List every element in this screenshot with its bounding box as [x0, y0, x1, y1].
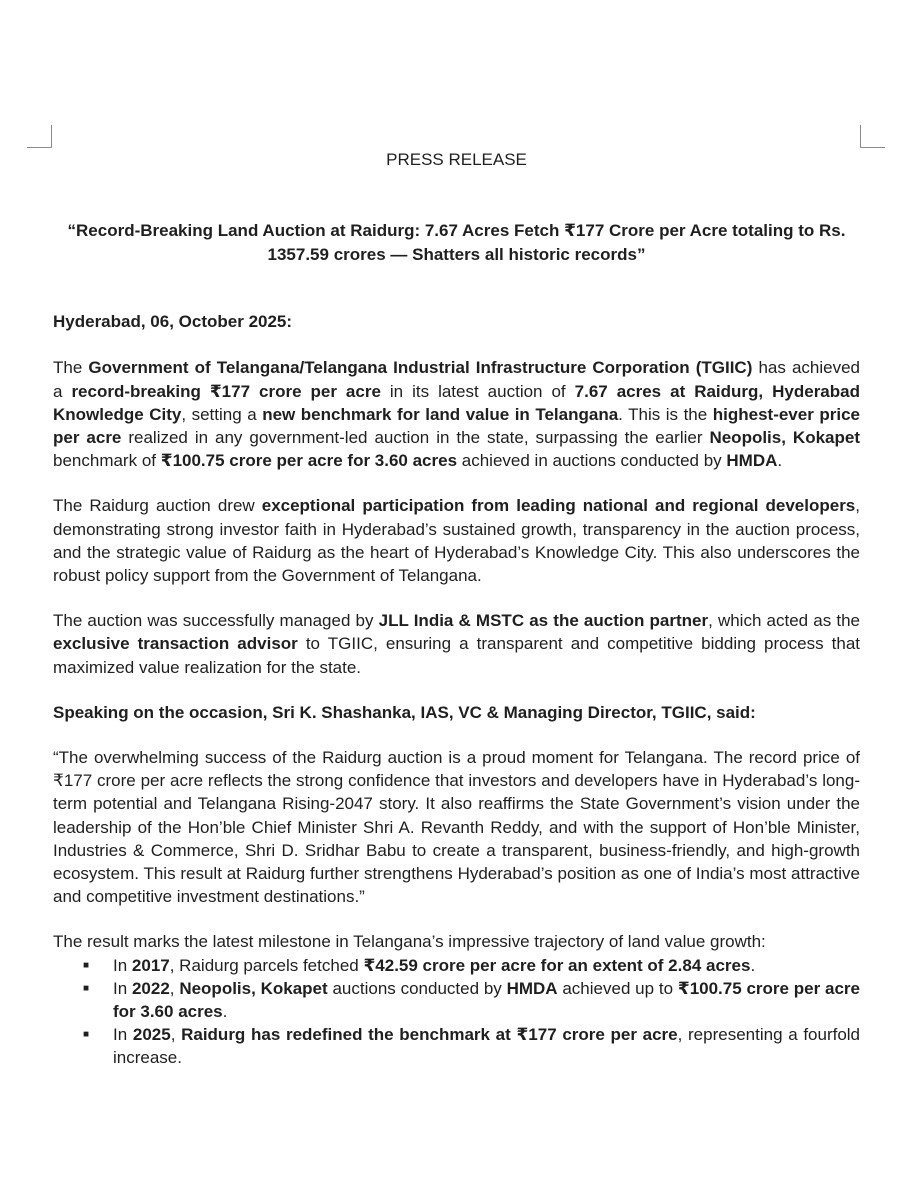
- bullet-square-icon: ■: [83, 1029, 90, 1041]
- bold-segment: exceptional participation from leading national and regional developers: [261, 496, 856, 516]
- text-segment: achieved up to: [557, 978, 678, 998]
- bold-segment: new benchmark for land value in Telangana: [262, 404, 619, 424]
- bold-segment: Neopolis, Kokapet: [179, 978, 328, 998]
- text-segment: in its latest auction of: [380, 381, 575, 401]
- paragraph-participation: [53, 494, 860, 587]
- bold-segment: ₹100.75 crore per acre for 3.60 acres: [160, 451, 458, 471]
- bullet-square-icon: ■: [83, 959, 90, 971]
- speaker-intro: [53, 701, 860, 724]
- bullet-square-icon: ■: [83, 982, 90, 994]
- quote-paragraph: “The overwhelming success of the Raidurg auction is a proud moment for Telangana. The record price of ₹177 crore per acre reflects the strong confidence that investors and developers have in Hyderabad’s long-term potential and Telangana Rising-2047 story. It also reaffirms the State Government’s vision under the leadership of the Hon’ble Chief Minister Shri A. Revanth Reddy, and with the support of Hon’ble Minister, Industries & Commerce, Shri D. Sridhar Babu to create a transparent, business-friendly, and high-growth ecosystem. This result at Raidurg further strengthens Hyderabad’s position as one of India’s most attractive and competitive investment destinations.”: [53, 748, 860, 907]
- text-segment: In: [113, 955, 132, 975]
- milestone-intro: The result marks the latest milestone in Telangana’s impressive trajectory of land value growth:: [53, 932, 766, 952]
- text-segment: , demonstrating strong investor faith in Hyderabad’s sustained growth, transparency in the auction process, and the strategic value of Raidurg as the heart of Hyderabad’s Knowledge City. This also underscores the robust policy support from the Government of Telangana.: [53, 496, 860, 586]
- bold-segment: JLL India & MSTC as the auction partner: [378, 611, 709, 631]
- text-segment: In: [113, 978, 132, 998]
- text-segment: , which acted as the: [708, 611, 860, 631]
- bold-segment: 2025: [132, 1025, 171, 1045]
- text-segment: .: [750, 955, 756, 975]
- document-title: PRESS RELEASE: [386, 150, 527, 169]
- bold-segment: 7.67 acres at Raidurg, Hyderabad Knowledge City: [53, 381, 860, 424]
- bold-segment: highest-ever price per acre: [53, 404, 861, 448]
- bold-segment: 2017: [131, 955, 170, 975]
- text-segment: , setting a: [181, 404, 263, 424]
- text-segment: The auction was successfully managed by: [53, 611, 379, 631]
- text-segment: realized in any government-led auction in the state, surpassing the earlier: [121, 428, 710, 448]
- bold-segment: Government of Telangana/Telangana Industrial Infrastructure Corporation (TGIIC): [88, 358, 753, 378]
- text-segment: The: [53, 358, 89, 378]
- crop-mark-right: [860, 125, 885, 148]
- text-segment: has achieved a: [53, 358, 860, 401]
- text-segment: benchmark of: [53, 451, 161, 471]
- text-segment: to TGIIC, ensuring a transparent and competitive bidding process that maximized value realization for the state.: [53, 634, 860, 677]
- dateline: Hyderabad, 06, October 2025:: [53, 312, 293, 332]
- bold-segment: HMDA: [506, 978, 558, 998]
- text-segment: auctions conducted by: [327, 978, 507, 998]
- bold-segment: HMDA: [726, 451, 778, 471]
- press-release-page: [53, 148, 860, 1070]
- text-segment: The Raidurg auction drew: [53, 496, 262, 516]
- text-segment: , Raidurg parcels fetched: [169, 955, 364, 975]
- bold-segment: exclusive transaction advisor: [53, 634, 298, 654]
- bold-segment: Speaking on the occasion, Sri K. Shashanka, IAS, VC & Managing Director, TGIIC, said:: [53, 702, 756, 722]
- headline: “Record-Breaking Land Auction at Raidurg: 7.67 Acres Fetch ₹177 Crore per Acre totaling to Rs. 1357.59 crores — Shatters all historic records”: [67, 221, 846, 265]
- text-segment: achieved in auctions conducted by: [457, 451, 727, 471]
- bold-segment: record-breaking ₹177 crore per acre: [71, 381, 381, 401]
- text-segment: ,: [170, 1025, 182, 1045]
- milestone-list: [53, 954, 860, 1070]
- bold-segment: ₹100.75 crore per acre for 3.60 acres: [113, 978, 861, 1022]
- list-item: [53, 1023, 860, 1069]
- paragraph-announcement: [53, 356, 860, 472]
- list-item: [53, 954, 860, 977]
- text-segment: .: [777, 451, 783, 471]
- paragraph-auction-partner: [53, 609, 860, 679]
- list-item: [53, 977, 860, 1023]
- text-segment: .: [222, 1002, 228, 1022]
- text-segment: . This is the: [618, 404, 713, 424]
- crop-mark-left: [27, 125, 52, 148]
- bold-segment: Raidurg has redefined the benchmark at ₹177 crore per acre: [181, 1025, 678, 1045]
- text-segment: In: [113, 1025, 133, 1045]
- text-segment: , representing a fourfold increase.: [113, 1025, 861, 1068]
- bold-segment: ₹42.59 crore per acre for an extent of 2.84 acres: [363, 955, 751, 975]
- bold-segment: 2022: [131, 978, 170, 998]
- bold-segment: Neopolis, Kokapet: [709, 428, 860, 448]
- text-segment: ,: [169, 978, 180, 998]
